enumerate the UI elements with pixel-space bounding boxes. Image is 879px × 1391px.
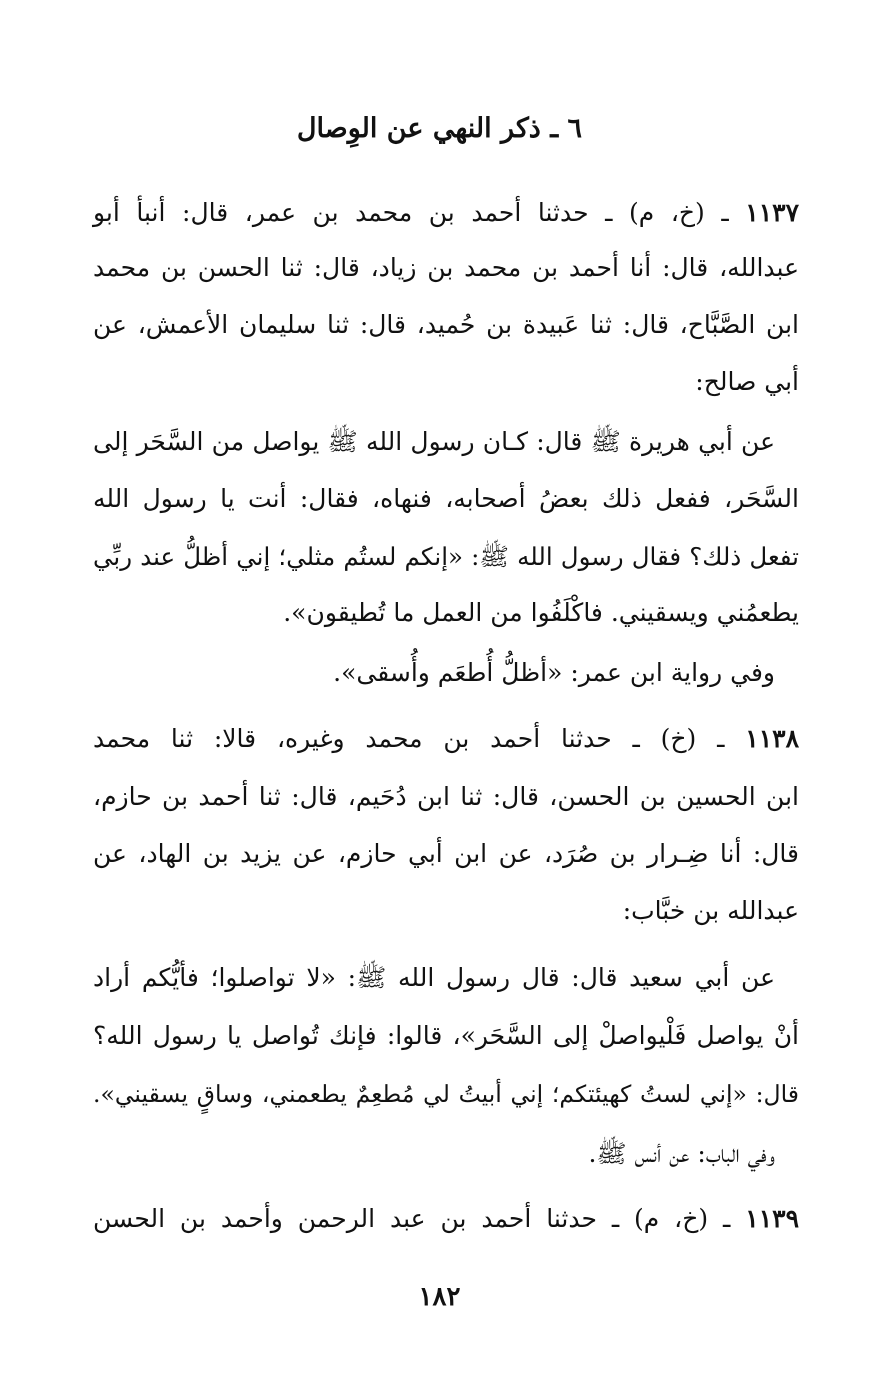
hadith-1137-line-9: وفي رواية ابن عمر: «أظلُّ أُطعَم وأُسقى». xyxy=(333,658,775,687)
hadith-1138-line-3: قال: أنا ضِـرار بن صُرَد، عن ابن أبي حازم، عن يزيد بن الهاد، عن xyxy=(93,839,799,868)
section-heading: ٦ ـ ذكر النهي عن الوِصال xyxy=(296,113,583,144)
hadith-1137-line-7: تفعل ذلك؟ فقال رسول الله ﷺ: «إنكم لستُم مثلي؛ إني أظلُّ عند ربِّي xyxy=(93,542,799,571)
hadith-1138-number: ١١٣٨ xyxy=(745,724,799,753)
hadith-1138-line-4: عبدالله بن خبَّاب: xyxy=(622,896,799,925)
hadith-1138-line-7: قال: «إني لستُ كهيئتكم؛ إني أبيتُ لي مُطعِمٌ يطعمني، وساقٍ يسقيني». xyxy=(93,1080,799,1108)
hadith-1138-text: ـ (خ) ـ حدثنا أحمد بن محمد وغيره، قالا: ثنا محمد xyxy=(93,724,725,753)
hadith-1137-line-2: عبدالله، قال: أنا أحمد بن محمد بن زياد، قال: ثنا الحسن بن محمد xyxy=(93,253,799,282)
hadith-1137-line-5: عن أبي هريرة ﷺ قال: كـان رسول الله ﷺ يواصل من السَّحَر إلى xyxy=(93,427,775,456)
hadith-1137-number: ١١٣٧ xyxy=(745,198,799,227)
hadith-1139-line-1 xyxy=(93,1191,799,1247)
hadith-1138-line-5: عن أبي سعيد قال: قال رسول الله ﷺ: «لا تواصلوا؛ فأيُّكم أراد xyxy=(93,963,775,992)
hadith-1137-line-4: أبي صالح: xyxy=(695,367,799,396)
hadith-1137-line-6: السَّحَر، ففعل ذلك بعضُ أصحابه، فنهاه، فقال: أنت يا رسول الله xyxy=(93,484,799,513)
hadith-1137-line-3: ابن الصَّبَّاح، قال: ثنا عَبيدة بن حُميد، قال: ثنا سليمان الأعمش، عن xyxy=(93,310,799,339)
hadith-1137-line-1 xyxy=(93,185,799,241)
hadith-1138-line-6: أنْ يواصل فَلْيواصلْ إلى السَّحَر»، قالوا: فإنك تُواصل يا رسول الله؟ xyxy=(93,1021,799,1050)
hadith-1138-line-2: ابن الحسين بن الحسن، قال: ثنا ابن دُحَيم، قال: ثنا أحمد بن حازم، xyxy=(93,782,799,811)
hadith-1139-text: ـ (خ، م) ـ حدثنا أحمد بن عبد الرحمن وأحمد بن الحسن xyxy=(93,1204,731,1233)
hadith-1138-line-8: وفي الباب: عن أنس ﷺ. xyxy=(588,1139,775,1168)
hadith-1137-line-8: يطعمُني ويسقيني. فاكْلَفُوا من العمل ما تُطيقون». xyxy=(283,598,799,627)
hadith-1138-line-1 xyxy=(93,711,799,767)
hadith-1139-number: ١١٣٩ xyxy=(745,1204,799,1233)
hadith-1137-text: ـ (خ، م) ـ حدثنا أحمد بن محمد بن عمر، قال: أنبأ أبو xyxy=(93,198,729,227)
page-number: ١٨٢ xyxy=(418,1282,461,1312)
